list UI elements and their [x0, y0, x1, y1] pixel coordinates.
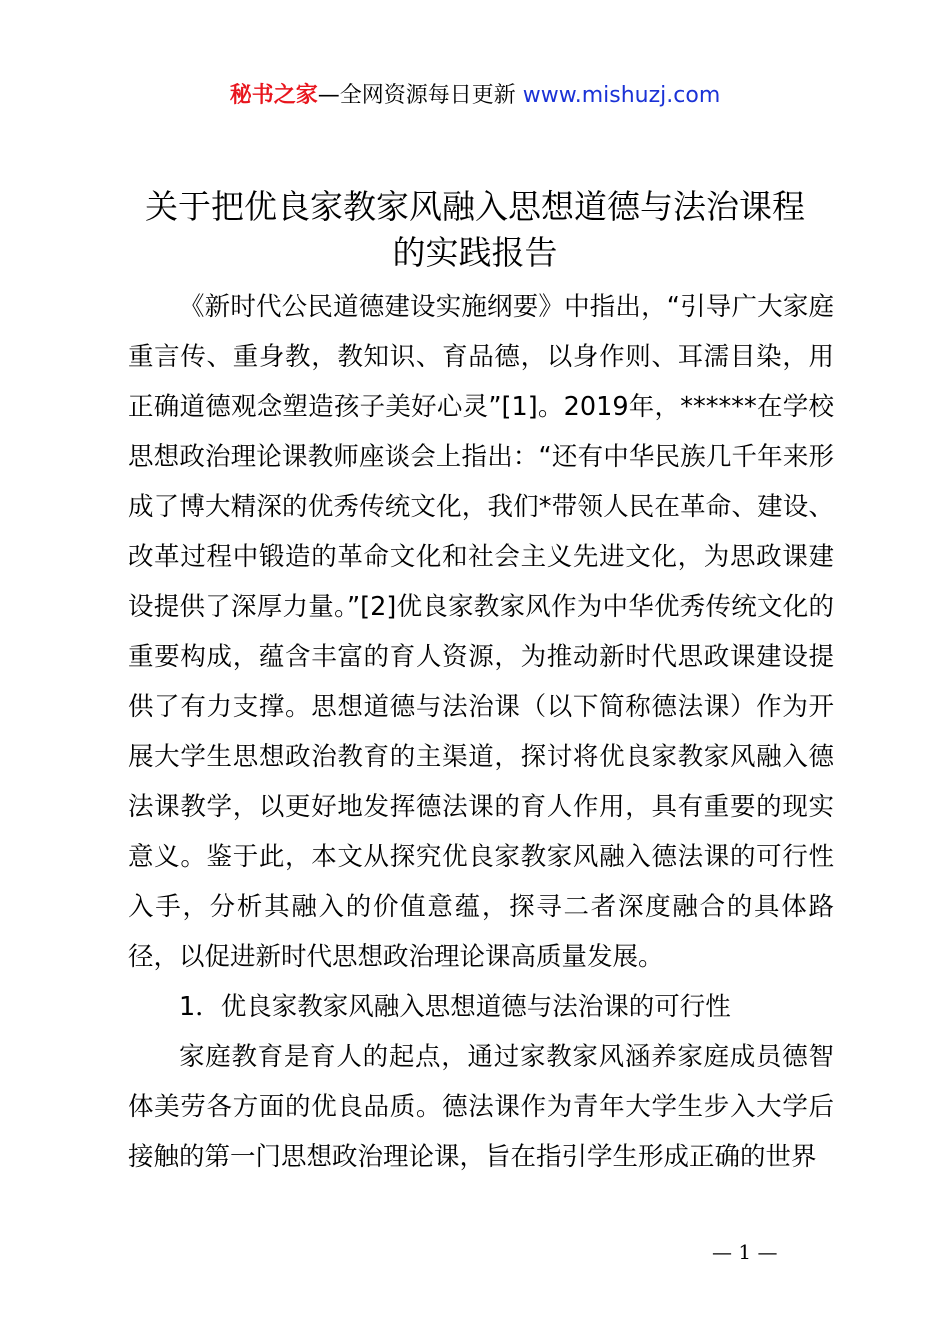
site-header	[0, 80, 950, 112]
site-url-link[interactable]: www.mishuzj.com	[522, 83, 721, 108]
header-slogan: —全网资源每日更新	[317, 83, 516, 108]
paragraph-section-1: 家庭教育是育人的起点，通过家教家风涵养家庭成员德智体美劳各方面的优良品质。德法课作为青年大学生步入大学后接触的第一门思想政治理论课，旨在指引学生形成正确的世界	[128, 1042, 834, 1172]
document-body	[128, 282, 834, 1182]
title-line-2: 的实践报告	[392, 233, 558, 272]
paragraph-intro: 《新时代公民道德建设实施纲要》中指出，“引导广大家庭重言传、重身教，教知识、育品德，以身作则、耳濡目染，用正确道德观念塑造孩子美好心灵”[1]。2019年，******在学校思想政治理论课教师座谈会上指出：“还有中华民族几千年来形成了博大精深的优秀传统文化，我们*带领人民在革命、建设、改革过程中锻造的革命文化和社会主义先进文化，为思政课建设提供了深厚力量。”[2]优良家教家风作为中华优秀传统文化的重要构成，蕴含丰富的育人资源，为推动新时代思政课建设提供了有力支撑。思想道德与法治课（以下简称德法课）作为开展大学生思想政治教育的主渠道，探讨将优良家教家风融入德法课教学，以更好地发挥德法课的育人作用，具有重要的现实意义。鉴于此，本文从探究优良家教家风融入德法课的可行性入手，分析其融入的价值意蕴，探寻二者深度融合的具体路径，以促进新时代思想政治理论课高质量发展。	[128, 292, 834, 972]
section-heading-1: 1．优良家教家风融入思想道德与法治课的可行性	[179, 992, 731, 1022]
brand-name: 秘书之家	[229, 83, 318, 108]
document-title	[100, 184, 850, 276]
page-number: — 1 —	[712, 1240, 778, 1264]
title-line-1: 关于把优良家教家风融入思想道德与法治课程	[145, 187, 805, 226]
